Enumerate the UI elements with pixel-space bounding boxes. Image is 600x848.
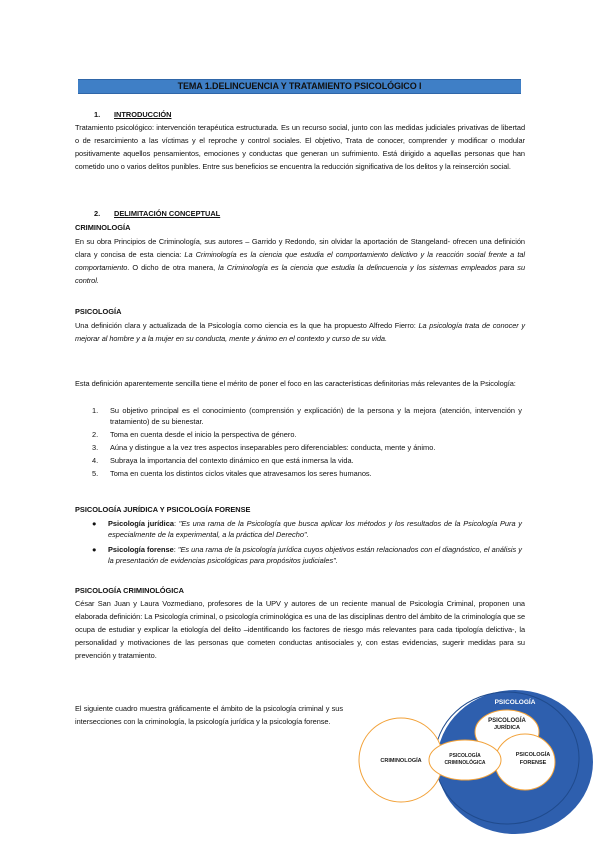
- list-number: 2.: [92, 430, 99, 439]
- term-definition: "Es una rama de la psicología jurídica cuyos objetivos están relacionados con el diagnóstico, el análisis y la presentación de evidencias psicológicas para propósitos judiciales".: [108, 545, 523, 565]
- criminologia-definition-alt: la Criminología es la ciencia que estudia la delincuencia y los sistemas empleados para su control.: [75, 263, 526, 285]
- label-juridica-1: PSICOLOGÍA: [488, 718, 526, 724]
- bullet-icon: ●: [92, 519, 97, 528]
- list-number: 4.: [92, 456, 99, 465]
- term-definition: "Es una rama de la Psicología que busca aplicar los métodos y los resultados de la Psicología Pura y especialmente de la experimental, a la práctica del Derecho".: [108, 519, 523, 539]
- label-forense-2: FORENSE: [519, 760, 547, 766]
- psicologia-definition: La psicología trata de conocer y mejorar al hombre y a la mujer en su conducta, mente y ánimo en el contexto y curso de su vida.: [75, 321, 525, 343]
- term-separator: :: [173, 519, 179, 528]
- juridica-forense-list: [92, 518, 522, 570]
- criminologia-connector: . O dicho de otra manera,: [127, 263, 219, 272]
- subheading-criminologia: CRIMINOLOGÍA: [75, 223, 131, 232]
- intro-lead: Tratamiento psicológico:: [75, 123, 154, 132]
- list-item: [92, 468, 522, 479]
- section-title: INTRODUCCIÓN: [114, 110, 172, 119]
- section-title: DELIMITACIÓN CONCEPTUAL: [114, 209, 221, 218]
- criminologia-definition: La Criminología es la ciencia que estudia el comportamiento delictivo y la reacción social frente a tal comportamiento: [75, 250, 525, 272]
- psicologia-characteristics-list: [92, 405, 522, 481]
- list-text: Toma en cuenta desde el inicio la perspectiva de género.: [110, 430, 297, 439]
- label-juridica-2: JURÍDICA: [494, 725, 520, 731]
- list-text: Subraya la importancia del contexto dinámico en que está inmersa la vida.: [110, 456, 354, 465]
- intro-text: intervención terapéutica estructurada. Es un recurso social, junto con las medidas judiciales privativas de libertad o de resarcimiento a las víctimas y el reproche y control sociales. El objetivo, Trata de conocer, comprender y modificar o modular positivamente aquellos pensamientos, emociones y conductas que generan un sufrimiento. Está dirigido a aquellas personas que han cometido uno o varios delitos punibles. Entre sus beneficios se encuentra la reducción significativa de los delitos y la reinserción social.: [75, 123, 525, 171]
- psicologia-paragraph: [75, 319, 525, 345]
- psicologia-text: Una definición clara y actualizada de la Psicología como ciencia es la que ha propuesto Alfredo Fierro:: [75, 321, 419, 330]
- term-separator: :: [173, 545, 178, 554]
- list-number: 3.: [92, 443, 99, 452]
- list-number: 5.: [92, 469, 99, 478]
- term-label: Psicología jurídica: [108, 519, 174, 528]
- label-criminologia: CRIMINOLOGÍA: [380, 758, 422, 764]
- intro-paragraph: [75, 121, 525, 173]
- subheading-criminologica: PSICOLOGÍA CRIMINOLÓGICA: [75, 586, 184, 595]
- bullet-icon: ●: [92, 545, 97, 554]
- criminologia-paragraph: [75, 235, 525, 287]
- list-text: Su objetivo principal es el conocimiento (comprensión y explicación) de la persona y la mejora (atención, intervención y tratamiento) de su bienestar.: [110, 406, 522, 426]
- list-item: [92, 455, 522, 466]
- label-psicologia: PSICOLOGÍA: [494, 699, 536, 706]
- section-number: 1.: [94, 110, 101, 119]
- label-criminologica-2: CRIMINOLÓGICA: [444, 760, 486, 766]
- label-criminologica-1: PSICOLOGÍA: [449, 753, 481, 759]
- list-item: [92, 429, 522, 440]
- list-item: [92, 442, 522, 453]
- criminologia-text: En su obra Principios de Criminología, sus autores – Garrido y Redondo, sin olvidar la aportación de Stangeland- ofrecen una definición clara y concisa de esta ciencia:: [75, 237, 525, 259]
- list-item: [92, 518, 522, 540]
- list-item: [92, 405, 522, 427]
- document-title: TEMA 1.DELINCUENCIA Y TRATAMIENTO PSICOLÓGICO I: [78, 79, 521, 94]
- subheading-juridica-forense: PSICOLOGÍA JURÍDICA Y PSICOLOGÍA FORENSE: [75, 505, 251, 514]
- criminologica-paragraph: César San Juan y Laura Vozmediano, profesores de la UPV y autores de un reciente manual de Psicología Criminal, proponen una elaborada definición: La Psicología criminal, o psicología criminológica es una de las disciplinas dentro del ámbito de la criminología que se ocupa de estudiar y explicar la etiología del delito –identificando los factores de riesgo más relevantes para cada tipología delictiva-, la personalidad y motivaciones de las personas que cometen conductas antisociales y, con estas evidencias, sugerir medidas para su prevención y tratamiento.: [75, 599, 525, 660]
- section-number: 2.: [94, 209, 101, 218]
- scope-diagram: [355, 690, 595, 840]
- list-number: 1.: [92, 406, 99, 415]
- diagram-intro-paragraph: El siguiente cuadro muestra gráficamente el ámbito de la psicología criminal y sus intersecciones con la criminología, la psicología jurídica y la psicología forense.: [75, 704, 343, 726]
- list-text: Toma en cuenta los distintos ciclos vitales que atravesamos los seres humanos.: [110, 469, 372, 478]
- term-label: Psicología forense: [108, 545, 174, 554]
- subheading-psicologia: PSICOLOGÍA: [75, 307, 122, 316]
- list-text: Aúna y distingue a la vez tres aspectos inseparables pero diferenciables: conducta, mente y ánimo.: [110, 443, 436, 452]
- label-forense-1: PSICOLOGÍA: [515, 752, 551, 758]
- psicologia-list-intro: Esta definición aparentemente sencilla tiene el mérito de poner el foco en las características definitorias más relevantes de la Psicología:: [75, 379, 516, 388]
- list-item: [92, 544, 522, 566]
